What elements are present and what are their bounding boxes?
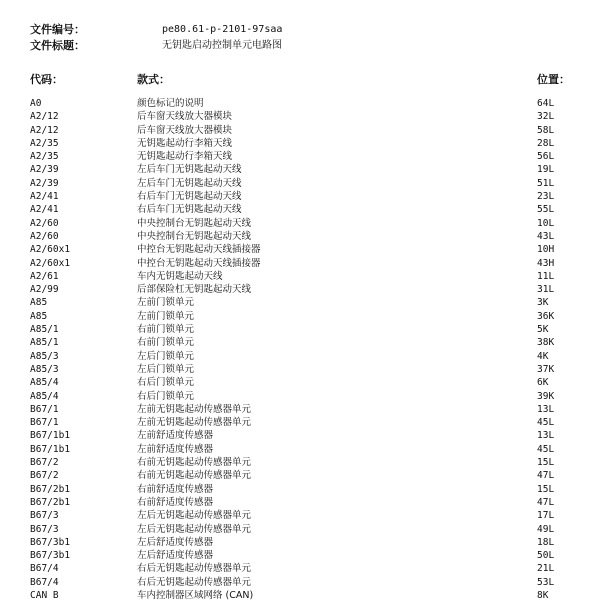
list-item xyxy=(0,403,606,416)
component-position: 37K xyxy=(537,363,555,375)
list-item xyxy=(0,217,606,230)
component-description: 右后无钥匙起动传感器单元 xyxy=(137,576,252,588)
component-code: B67/3 xyxy=(30,510,59,522)
component-code: A85 xyxy=(30,297,48,309)
component-position: 11L xyxy=(537,270,555,282)
list-item xyxy=(0,137,606,150)
list-item xyxy=(0,549,606,562)
component-position: 13L xyxy=(537,430,555,442)
component-description: 左前门锁单元 xyxy=(137,310,195,322)
list-item xyxy=(0,509,606,522)
component-code: B67/1 xyxy=(30,403,59,415)
list-item xyxy=(0,336,606,349)
list-item xyxy=(0,469,606,482)
doc-title-label: 文件标题： xyxy=(30,39,85,52)
component-list xyxy=(0,97,606,602)
list-item xyxy=(0,443,606,456)
list-item xyxy=(0,203,606,216)
component-position: 51L xyxy=(537,177,555,189)
component-code: B67/2 xyxy=(30,457,59,469)
list-item xyxy=(0,376,606,389)
component-position: 47L xyxy=(537,496,555,508)
component-code: A2/60 xyxy=(30,217,59,229)
component-code: B67/4 xyxy=(30,563,59,575)
component-position: 10H xyxy=(537,244,555,256)
component-position: 19L xyxy=(537,164,555,176)
component-code: A2/39 xyxy=(30,177,59,189)
component-description: 左后无钥匙起动传感器单元 xyxy=(137,523,252,535)
component-description: 左后车门无钥匙起动天线 xyxy=(137,164,242,176)
component-code: A2/60x1 xyxy=(30,257,71,269)
component-position: 10L xyxy=(537,217,555,229)
component-description: 右后门锁单元 xyxy=(137,390,195,402)
list-item xyxy=(0,177,606,190)
list-item xyxy=(0,483,606,496)
list-item xyxy=(0,257,606,270)
component-description: 后部保险杠无钥匙起动天线 xyxy=(137,284,252,296)
component-code: B67/1b1 xyxy=(30,443,71,455)
component-position: 17L xyxy=(537,510,555,522)
component-description: 后车窗天线放大器模块 xyxy=(137,124,233,136)
component-description: 左前无钥匙起动传感器单元 xyxy=(137,403,252,415)
component-position: 5K xyxy=(537,324,549,336)
component-code: A2/12 xyxy=(30,124,59,136)
component-description: 左后车门无钥匙起动天线 xyxy=(137,177,242,189)
component-code: B67/1 xyxy=(30,417,59,429)
component-position: 47L xyxy=(537,470,555,482)
component-position: 31L xyxy=(537,284,555,296)
component-code: B67/2 xyxy=(30,470,59,482)
component-position: 15L xyxy=(537,483,555,495)
component-position: 32L xyxy=(537,111,555,123)
list-item xyxy=(0,323,606,336)
component-position: 18L xyxy=(537,536,555,548)
list-item xyxy=(0,523,606,536)
column-header-position: 位置： xyxy=(537,73,570,86)
component-position: 4K xyxy=(537,350,549,362)
list-item xyxy=(0,496,606,509)
component-position: 45L xyxy=(537,443,555,455)
component-code: A85/1 xyxy=(30,324,59,336)
component-code: B67/4 xyxy=(30,576,59,588)
component-description: 右前无钥匙起动传感器单元 xyxy=(137,457,252,469)
component-description: 中控台无钥匙起动天线插接器 xyxy=(137,244,261,256)
component-description: 右后无钥匙起动传感器单元 xyxy=(137,563,252,575)
component-description: 中央控制台无钥匙起动天线 xyxy=(137,230,252,242)
component-description: 右后门锁单元 xyxy=(137,377,195,389)
component-position: 39K xyxy=(537,390,555,402)
component-description: 车内无钥匙起动天线 xyxy=(137,270,223,282)
component-position: 38K xyxy=(537,337,555,349)
component-code: B67/1b1 xyxy=(30,430,71,442)
component-code: A2/12 xyxy=(30,111,59,123)
component-code: A2/41 xyxy=(30,204,59,216)
component-position: 50L xyxy=(537,550,555,562)
component-description: 左后门锁单元 xyxy=(137,350,195,362)
component-code: B67/2b1 xyxy=(30,483,71,495)
list-item xyxy=(0,429,606,442)
doc-title-value: 无钥匙启动控制单元电路图 xyxy=(162,40,282,51)
list-item xyxy=(0,110,606,123)
column-header-code: 代码： xyxy=(30,73,63,86)
list-item xyxy=(0,230,606,243)
component-code: B67/3 xyxy=(30,523,59,535)
list-item xyxy=(0,190,606,203)
component-description: 无钥匙起动行李箱天线 xyxy=(137,151,233,163)
doc-number-value: pe80.61-p-2101-97saa xyxy=(162,24,283,35)
component-code: A85/3 xyxy=(30,350,59,362)
list-item xyxy=(0,97,606,110)
component-position: 45L xyxy=(537,417,555,429)
component-code: A2/61 xyxy=(30,270,59,282)
component-description: 左前舒适度传感器 xyxy=(137,443,214,455)
component-description: 右后车门无钥匙起动天线 xyxy=(137,204,242,216)
component-position: 58L xyxy=(537,124,555,136)
component-position: 49L xyxy=(537,523,555,535)
list-item xyxy=(0,296,606,309)
list-item xyxy=(0,416,606,429)
component-description: 后车窗天线放大器模块 xyxy=(137,111,233,123)
list-item xyxy=(0,576,606,589)
component-position: 28L xyxy=(537,137,555,149)
list-item xyxy=(0,163,606,176)
list-item xyxy=(0,150,606,163)
component-code: A2/41 xyxy=(30,191,59,203)
component-description: 中央控制台无钥匙起动天线 xyxy=(137,217,252,229)
component-description: 右前舒适度传感器 xyxy=(137,483,214,495)
component-description: 左前舒适度传感器 xyxy=(137,430,214,442)
component-description: 左前门锁单元 xyxy=(137,297,195,309)
component-code: A2/39 xyxy=(30,164,59,176)
component-code: A85 xyxy=(30,310,48,322)
component-code: B67/2b1 xyxy=(30,496,71,508)
component-position: 6K xyxy=(537,377,549,389)
component-position: 64L xyxy=(537,98,555,109)
list-item xyxy=(0,270,606,283)
component-position: 43H xyxy=(537,257,555,269)
component-description: 左后舒适度传感器 xyxy=(137,550,214,562)
list-item xyxy=(0,350,606,363)
component-description: 中控台无钥匙起动天线插接器 xyxy=(137,257,261,269)
component-code: A85/3 xyxy=(30,363,59,375)
component-position: 56L xyxy=(537,151,555,163)
component-position: 23L xyxy=(537,191,555,203)
component-description: 无钥匙起动行李箱天线 xyxy=(137,137,233,149)
component-code: B67/3b1 xyxy=(30,536,71,548)
component-position: 13L xyxy=(537,403,555,415)
component-position: 21L xyxy=(537,563,555,575)
component-code: A2/60x1 xyxy=(30,244,71,256)
component-description: 左前无钥匙起动传感器单元 xyxy=(137,417,252,429)
list-item xyxy=(0,589,606,602)
component-code: A2/60 xyxy=(30,230,59,242)
component-position: 15L xyxy=(537,457,555,469)
component-position: 55L xyxy=(537,204,555,216)
list-item xyxy=(0,283,606,296)
component-code: A0 xyxy=(30,98,42,109)
component-description: 左后舒适度传感器 xyxy=(137,536,214,548)
component-description: 颜色标记的说明 xyxy=(137,98,204,109)
component-position: 43L xyxy=(537,230,555,242)
component-description: 右前无钥匙起动传感器单元 xyxy=(137,470,252,482)
component-code: A2/99 xyxy=(30,284,59,296)
component-description: 右后车门无钥匙起动天线 xyxy=(137,191,242,203)
component-code: A85/4 xyxy=(30,377,59,389)
component-code: CAN B xyxy=(30,589,59,601)
component-position: 3K xyxy=(537,297,549,309)
list-item xyxy=(0,363,606,376)
component-description: 右前舒适度传感器 xyxy=(137,496,214,508)
component-description: 右前门锁单元 xyxy=(137,324,195,336)
doc-number-label: 文件编号： xyxy=(30,23,85,36)
component-description: 左后无钥匙起动传感器单元 xyxy=(137,510,252,522)
component-code: A2/35 xyxy=(30,137,59,149)
component-code: A2/35 xyxy=(30,151,59,163)
component-code: A85/4 xyxy=(30,390,59,402)
list-item xyxy=(0,536,606,549)
column-header-type: 款式： xyxy=(137,73,170,86)
list-item xyxy=(0,310,606,323)
component-description: 车内控制器区域网络 (CAN) xyxy=(137,589,254,601)
list-item xyxy=(0,243,606,256)
list-item xyxy=(0,390,606,403)
component-position: 53L xyxy=(537,576,555,588)
component-description: 左后门锁单元 xyxy=(137,363,195,375)
component-description: 右前门锁单元 xyxy=(137,337,195,349)
list-item xyxy=(0,562,606,575)
component-code: B67/3b1 xyxy=(30,550,71,562)
component-code: A85/1 xyxy=(30,337,59,349)
component-position: 36K xyxy=(537,310,555,322)
list-item xyxy=(0,456,606,469)
component-position: 8K xyxy=(537,589,549,601)
list-item xyxy=(0,124,606,137)
